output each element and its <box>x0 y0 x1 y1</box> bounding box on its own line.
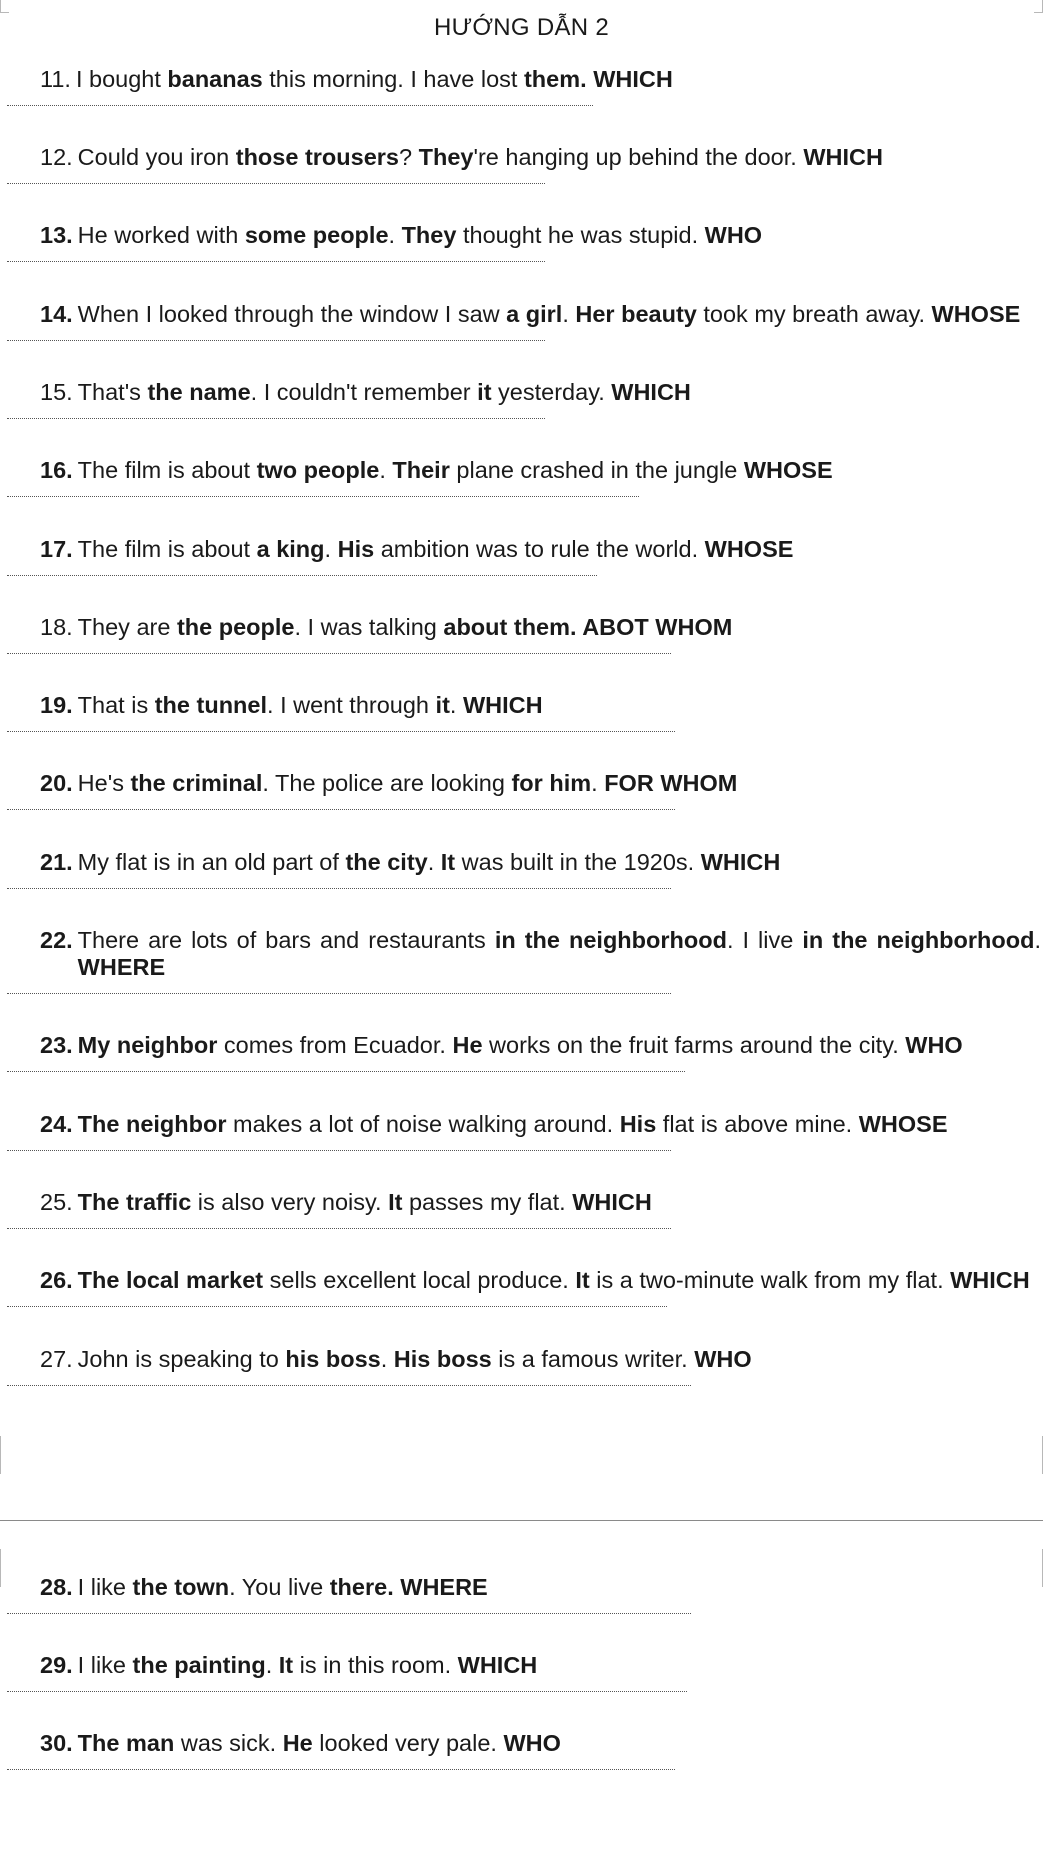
exercise-question <box>40 614 1043 641</box>
sentence-text: passes my flat. <box>402 1189 573 1215</box>
exercise-item <box>40 849 1043 876</box>
sentence-text: He's <box>77 770 131 796</box>
answer-line[interactable] <box>7 888 671 889</box>
emphasized-text: the city <box>345 849 428 875</box>
exercise-question <box>40 927 1043 981</box>
exercise-number: 29. <box>40 1652 73 1678</box>
exercise-number: 17. <box>40 536 73 562</box>
emphasized-text: WHO <box>694 1346 752 1372</box>
exercise-question <box>40 692 1043 719</box>
emphasized-text: there. WHERE <box>329 1574 488 1600</box>
sentence-text: . <box>591 770 605 796</box>
exercise-sentence <box>78 1032 1043 1059</box>
emphasized-text: WHICH <box>457 1652 538 1678</box>
exercise-question <box>40 1574 1043 1601</box>
exercise-question <box>40 1032 1043 1059</box>
emphasized-text: It <box>388 1189 403 1215</box>
answer-line[interactable] <box>7 575 597 576</box>
exercise-sentence <box>78 1267 1043 1294</box>
page-title: HƯỚNG DẪN 2 <box>433 14 610 41</box>
emphasized-text: in the neighborhood <box>494 927 727 953</box>
sentence-text: The film is about <box>77 457 257 483</box>
emphasized-text: His boss <box>393 1346 492 1372</box>
exercise-sentence <box>78 301 1043 328</box>
sentence-text: is also very noisy. <box>191 1189 389 1215</box>
exercise-item <box>40 222 1043 249</box>
emphasized-text: It <box>278 1652 294 1678</box>
exercise-sentence <box>78 536 1043 563</box>
sentence-text: is a two-minute walk from my flat. <box>589 1267 951 1293</box>
exercise-item <box>40 1652 1043 1679</box>
emphasized-text: bananas <box>167 66 263 92</box>
answer-line[interactable] <box>7 1691 687 1692</box>
page-corner-mark <box>1034 1436 1043 1474</box>
sentence-text: John is speaking to <box>77 1346 286 1372</box>
exercise-item <box>40 1346 1043 1373</box>
exercise-sentence <box>78 614 1043 641</box>
sentence-text: I like <box>77 1652 133 1678</box>
exercise-number: 22. <box>40 927 73 953</box>
exercise-question <box>40 66 1043 93</box>
sentence-text: plane crashed in the jungle <box>449 457 744 483</box>
sentence-text: comes from Ecuador. <box>217 1032 453 1058</box>
emphasized-text: His <box>619 1111 657 1137</box>
answer-line[interactable] <box>7 1769 675 1770</box>
sentence-text: I bought <box>75 66 168 92</box>
emphasized-text: Her beauty <box>575 301 697 327</box>
exercise-question <box>40 849 1043 876</box>
emphasized-text: them. WHICH <box>523 66 673 92</box>
exercise-item <box>40 927 1043 981</box>
answer-line[interactable] <box>7 261 545 262</box>
exercise-number: 30. <box>40 1730 73 1756</box>
exercise-sentence <box>78 692 1043 719</box>
sentence-text: took my breath away. <box>696 301 932 327</box>
answer-line[interactable] <box>7 1306 667 1307</box>
emphasized-text: WHICH <box>462 692 543 718</box>
answer-line[interactable] <box>7 1228 671 1229</box>
emphasized-text: His <box>337 536 375 562</box>
exercise-item <box>40 457 1043 484</box>
exercise-number: 26. <box>40 1267 73 1293</box>
emphasized-text: it <box>477 379 492 405</box>
exercise-number: 19. <box>40 692 73 718</box>
answer-line[interactable] <box>7 993 671 994</box>
emphasized-text: They <box>418 144 474 170</box>
exercise-question <box>40 222 1043 249</box>
answer-line[interactable] <box>7 183 545 184</box>
emphasized-text: The traffic <box>77 1189 192 1215</box>
sentence-text: thought he was stupid. <box>456 222 705 248</box>
exercise-question <box>40 1652 1043 1679</box>
exercise-item <box>40 536 1043 563</box>
sentence-text: is in this room. <box>293 1652 458 1678</box>
answer-line[interactable] <box>7 418 545 419</box>
emphasized-text: It <box>440 849 456 875</box>
exercise-question <box>40 457 1043 484</box>
emphasized-text: WHICH <box>803 144 883 170</box>
emphasized-text: in the neighborhood <box>802 927 1035 953</box>
emphasized-text: My neighbor <box>77 1032 218 1058</box>
sentence-text: . <box>265 1652 279 1678</box>
exercise-question <box>40 1189 1043 1216</box>
answer-line[interactable] <box>7 809 675 810</box>
exercise-item <box>40 1267 1043 1294</box>
exercise-number: 18. <box>40 614 73 640</box>
answer-line[interactable] <box>7 340 545 341</box>
page-2 <box>0 1520 1043 1856</box>
emphasized-text: the painting <box>132 1652 266 1678</box>
sentence-text: was built in the 1920s. <box>455 849 701 875</box>
sentence-text: They are <box>77 614 177 640</box>
emphasized-text: some people <box>244 222 389 248</box>
sentence-text: . <box>324 536 338 562</box>
sentence-text: . <box>380 1346 394 1372</box>
emphasized-text: about them. ABOT WHOM <box>443 614 733 640</box>
sentence-text: . <box>388 222 402 248</box>
answer-line[interactable] <box>7 653 671 654</box>
emphasized-text: WHO <box>704 222 763 248</box>
emphasized-text: a king <box>256 536 325 562</box>
exercise-number: 14. <box>40 301 73 327</box>
exercise-sentence <box>78 144 1043 171</box>
sentence-text: . <box>427 849 441 875</box>
sentence-text: That is <box>77 692 155 718</box>
exercise-sentence <box>78 770 1043 797</box>
emphasized-text: WHICH <box>611 379 691 405</box>
sentence-text: . I went through <box>267 692 436 718</box>
answer-line[interactable] <box>7 1150 671 1151</box>
sentence-text: . The police are looking <box>262 770 512 796</box>
emphasized-text: They <box>401 222 457 248</box>
emphasized-text: the town <box>132 1574 230 1600</box>
sentence-text: . <box>1034 927 1041 953</box>
sentence-text: When I looked through the window I saw <box>77 301 507 327</box>
emphasized-text: FOR WHOM <box>604 770 738 796</box>
sentence-text: That's <box>77 379 148 405</box>
exercise-item <box>40 1730 1043 1757</box>
page-corner-mark <box>1034 0 1043 13</box>
exercise-question <box>40 301 1043 328</box>
sentence-text: My flat is in an old part of <box>77 849 346 875</box>
emphasized-text: for him <box>511 770 592 796</box>
sentence-text: There are lots of bars and restaurants <box>77 927 495 953</box>
sentence-text: sells excellent local produce. <box>263 1267 576 1293</box>
exercise-item <box>40 1189 1043 1216</box>
exercise-item <box>40 379 1043 406</box>
answer-line[interactable] <box>7 1071 685 1072</box>
emphasized-text: the tunnel <box>154 692 268 718</box>
sentence-text: The film is about <box>77 536 257 562</box>
exercise-item <box>40 1111 1043 1138</box>
exercise-sentence <box>78 849 1043 876</box>
sentence-text: . <box>379 457 393 483</box>
sentence-text: . I was talking <box>294 614 444 640</box>
sentence-text: flat is above mine. <box>656 1111 859 1137</box>
exercise-sentence <box>78 457 1043 484</box>
exercise-question <box>40 1730 1043 1757</box>
emphasized-text: WHICH <box>572 1189 652 1215</box>
sentence-text: Could you iron <box>77 144 236 170</box>
exercise-sentence <box>76 66 1043 93</box>
exercise-number: 28. <box>40 1574 73 1600</box>
emphasized-text: two people <box>256 457 380 483</box>
sentence-text: this morning. I have lost <box>262 66 524 92</box>
sentence-text: . <box>562 301 576 327</box>
emphasized-text: WHICH <box>700 849 781 875</box>
sentence-text: ambition was to rule the world. <box>374 536 705 562</box>
page-corner-mark <box>0 1436 9 1474</box>
exercise-number: 15. <box>40 379 73 405</box>
exercise-sentence <box>78 1189 1043 1216</box>
emphasized-text: WHOSE <box>743 457 833 483</box>
sentence-text: . <box>449 692 463 718</box>
emphasized-text: WHICH <box>950 1267 1030 1293</box>
sentence-text: . You live <box>229 1574 330 1600</box>
exercise-item <box>40 692 1043 719</box>
sentence-text: yesterday. <box>491 379 612 405</box>
exercise-sentence <box>78 1652 1043 1679</box>
exercise-number: 20. <box>40 770 73 796</box>
emphasized-text: the name <box>147 379 251 405</box>
exercise-sentence <box>78 1111 1043 1138</box>
emphasized-text: WHO <box>905 1032 963 1058</box>
exercise-item <box>40 770 1043 797</box>
sentence-text: ? <box>399 144 419 170</box>
exercise-sentence <box>78 1574 1043 1601</box>
exercise-sentence <box>78 222 1043 249</box>
emphasized-text: WHOSE <box>931 301 1021 327</box>
sentence-text: 're hanging up behind the door. <box>473 144 804 170</box>
answer-line[interactable] <box>7 496 639 497</box>
exercise-question <box>40 1346 1043 1373</box>
exercise-number: 23. <box>40 1032 73 1058</box>
exercise-item <box>40 1574 1043 1601</box>
exercise-sentence <box>78 1730 1043 1757</box>
sentence-text: makes a lot of noise walking around. <box>226 1111 620 1137</box>
sentence-text: was sick. <box>174 1730 283 1756</box>
exercise-number: 24. <box>40 1111 73 1137</box>
emphasized-text: it <box>435 692 450 718</box>
sentence-text: I like <box>77 1574 133 1600</box>
sentence-text: . I couldn't remember <box>250 379 478 405</box>
exercise-question <box>40 536 1043 563</box>
exercise-item <box>40 614 1043 641</box>
answer-line[interactable] <box>7 1385 691 1386</box>
exercise-item <box>40 301 1043 328</box>
sentence-text: . I live <box>726 927 803 953</box>
exercise-item <box>40 66 1043 93</box>
emphasized-text: It <box>575 1267 590 1293</box>
page-corner-mark <box>0 0 9 13</box>
exercise-question <box>40 770 1043 797</box>
exercise-number: 16. <box>40 457 73 483</box>
sentence-text: works on the fruit farms around the city. <box>482 1032 906 1058</box>
emphasized-text: the people <box>176 614 295 640</box>
exercise-question <box>40 1111 1043 1138</box>
emphasized-text: a girl <box>506 301 563 327</box>
exercise-question <box>40 1267 1043 1294</box>
emphasized-text: WHO <box>503 1730 561 1756</box>
exercise-number: 12. <box>40 144 73 170</box>
sentence-text: He worked with <box>77 222 245 248</box>
emphasized-text: The neighbor <box>77 1111 227 1137</box>
answer-line[interactable] <box>7 1613 691 1614</box>
answer-line[interactable] <box>7 105 593 106</box>
exercise-question <box>40 379 1043 406</box>
exercise-number: 13. <box>40 222 73 248</box>
emphasized-text: his boss <box>285 1346 381 1372</box>
exercise-number: 27. <box>40 1346 73 1372</box>
exercise-item <box>40 1032 1043 1059</box>
emphasized-text: those trousers <box>235 144 399 170</box>
exercise-number: 25. <box>40 1189 73 1215</box>
emphasized-text: Their <box>392 457 450 483</box>
exercise-sentence <box>78 927 1043 981</box>
emphasized-text: the criminal <box>130 770 263 796</box>
answer-line[interactable] <box>7 731 675 732</box>
exercise-sentence <box>78 379 1043 406</box>
exercise-question <box>40 144 1043 171</box>
sentence-text: is a famous writer. <box>491 1346 695 1372</box>
emphasized-text: WHERE <box>77 954 166 980</box>
sentence-text: looked very pale. <box>312 1730 504 1756</box>
emphasized-text: WHOSE <box>704 536 794 562</box>
exercise-number: 21. <box>40 849 73 875</box>
emphasized-text: The man <box>77 1730 175 1756</box>
exercise-sentence <box>78 1346 1043 1373</box>
emphasized-text: He <box>282 1730 313 1756</box>
exercise-number: 11. <box>40 66 71 92</box>
exercise-item <box>40 144 1043 171</box>
emphasized-text: He <box>452 1032 483 1058</box>
emphasized-text: WHOSE <box>858 1111 948 1137</box>
emphasized-text: The local market <box>77 1267 264 1293</box>
page-corner-mark <box>0 1549 9 1587</box>
